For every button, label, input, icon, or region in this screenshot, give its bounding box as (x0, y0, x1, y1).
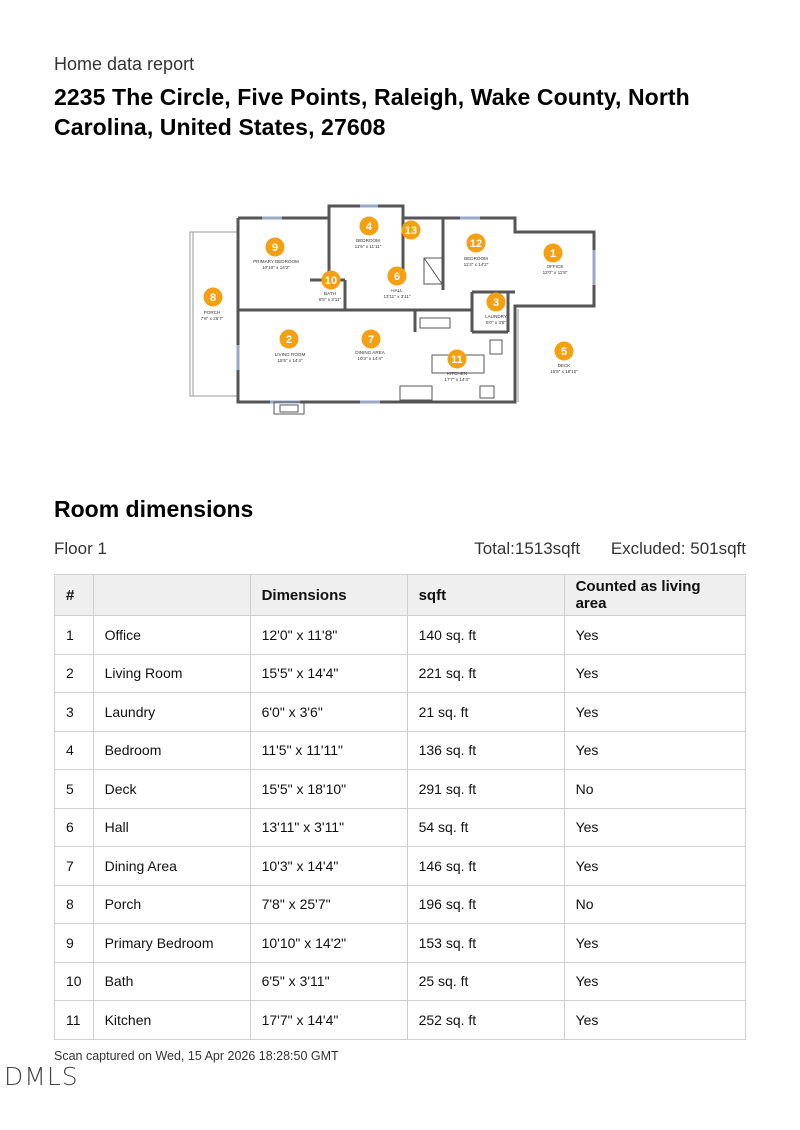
cell-room: Bath (93, 962, 250, 1001)
cell-room: Laundry (93, 693, 250, 732)
column-header-dimensions: Dimensions (250, 575, 407, 616)
svg-text:PRIMARY BEDROOM: PRIMARY BEDROOM (253, 259, 299, 264)
cell-number: 11 (55, 1001, 94, 1040)
svg-text:13: 13 (404, 225, 418, 237)
cell-room: Deck (93, 770, 250, 809)
cell-sqft: 140 sq. ft (407, 616, 564, 655)
cell-room: Dining Area (93, 847, 250, 886)
room-marker-12[interactable] (467, 234, 486, 253)
room-marker-6[interactable] (388, 267, 407, 286)
dmls-logo: DMLS (4, 1062, 79, 1091)
table-row (55, 1001, 746, 1040)
cell-sqft: 291 sq. ft (407, 770, 564, 809)
cell-number: 2 (55, 654, 94, 693)
svg-text:11'5" x 11'11": 11'5" x 11'11" (354, 244, 382, 249)
cell-dimensions: 15'5" x 14'4" (250, 654, 407, 693)
cell-living-area: Yes (564, 924, 745, 963)
column-header-living-area: Counted as living area (564, 575, 745, 616)
svg-text:5: 5 (560, 346, 568, 358)
svg-text:PORCH: PORCH (203, 310, 221, 315)
room-marker-4[interactable] (360, 217, 379, 236)
scan-timestamp: Scan captured on Wed, 15 Apr 2026 18:28:50 GMT (54, 1049, 339, 1063)
cell-number: 7 (55, 847, 94, 886)
table-row (55, 654, 746, 693)
excluded-label: Excluded: (610, 539, 686, 558)
column-header-room (93, 575, 250, 616)
svg-text:BEDROOM: BEDROOM (464, 256, 488, 261)
cell-dimensions: 7'8" x 25'7" (250, 885, 407, 924)
room-marker-3[interactable] (487, 293, 506, 312)
svg-text:BATH: BATH (324, 291, 336, 296)
cell-sqft: 252 sq. ft (407, 1001, 564, 1040)
svg-text:10'10" x 14'2": 10'10" x 14'2" (262, 265, 290, 270)
room-marker-9[interactable] (266, 238, 285, 257)
cell-room: Kitchen (93, 1001, 250, 1040)
svg-text:4: 4 (365, 221, 373, 233)
room-marker-8[interactable] (204, 288, 223, 307)
cell-sqft: 136 sq. ft (407, 731, 564, 770)
cell-room: Hall (93, 808, 250, 847)
room-marker-7[interactable] (362, 330, 381, 349)
excluded-value: 501sqft (690, 539, 746, 558)
room-marker-10[interactable] (322, 271, 341, 290)
cell-sqft: 221 sq. ft (407, 654, 564, 693)
report-subtitle: Home data report (54, 54, 195, 74)
table-row (55, 885, 746, 924)
room-marker-1[interactable] (544, 244, 563, 263)
section-title: Room dimensions (54, 496, 254, 522)
cell-living-area: Yes (564, 731, 745, 770)
cell-living-area: No (564, 885, 745, 924)
svg-text:11'2" x 14'2": 11'2" x 14'2" (463, 262, 489, 267)
cell-number: 6 (55, 808, 94, 847)
cell-living-area: Yes (564, 616, 745, 655)
cell-living-area: Yes (564, 847, 745, 886)
svg-text:DECK: DECK (557, 363, 571, 368)
svg-text:6'5" x 3'11": 6'5" x 3'11" (318, 297, 342, 302)
cell-dimensions: 10'10" x 14'2" (250, 924, 407, 963)
svg-text:6: 6 (393, 271, 401, 283)
room-marker-13[interactable] (402, 221, 421, 240)
cell-sqft: 54 sq. ft (407, 808, 564, 847)
cell-living-area: Yes (564, 654, 745, 693)
table-row (55, 731, 746, 770)
cell-dimensions: 13'11" x 3'11" (250, 808, 407, 847)
svg-text:13'11" x 3'11": 13'11" x 3'11" (383, 294, 411, 299)
area-totals (474, 539, 746, 559)
total-label: Total: (474, 539, 515, 558)
cell-living-area: Yes (564, 962, 745, 1001)
svg-text:12: 12 (469, 238, 483, 250)
svg-text:15'5" x 18'10": 15'5" x 18'10" (550, 369, 578, 374)
cell-sqft: 153 sq. ft (407, 924, 564, 963)
table-row (55, 924, 746, 963)
svg-text:2: 2 (285, 334, 293, 346)
cell-dimensions: 17'7" x 14'4" (250, 1001, 407, 1040)
cell-dimensions: 6'0" x 3'6" (250, 693, 407, 732)
room-dimensions-table (54, 574, 746, 1040)
cell-dimensions: 15'5" x 18'10" (250, 770, 407, 809)
svg-text:HALL: HALL (391, 288, 403, 293)
cell-room: Primary Bedroom (93, 924, 250, 963)
cell-number: 10 (55, 962, 94, 1001)
cell-number: 1 (55, 616, 94, 655)
cell-room: Office (93, 616, 250, 655)
svg-text:BEDROOM: BEDROOM (356, 238, 380, 243)
cell-living-area: No (564, 770, 745, 809)
total-value: 1513sqft (514, 539, 581, 558)
svg-text:7'8" x 25'7": 7'8" x 25'7" (200, 316, 224, 321)
svg-text:15'5" x 14'4": 15'5" x 14'4" (277, 358, 303, 363)
cell-room: Porch (93, 885, 250, 924)
cell-number: 4 (55, 731, 94, 770)
room-marker-2[interactable] (280, 330, 299, 349)
fixtures (274, 258, 502, 414)
cell-sqft: 196 sq. ft (407, 885, 564, 924)
svg-text:3: 3 (492, 297, 500, 309)
svg-text:17'7" x 14'4": 17'7" x 14'4" (444, 377, 470, 382)
cell-dimensions: 10'3" x 14'4" (250, 847, 407, 886)
cell-living-area: Yes (564, 693, 745, 732)
cell-sqft: 146 sq. ft (407, 847, 564, 886)
room-marker-11[interactable] (448, 350, 467, 369)
svg-text:LIVING ROOM: LIVING ROOM (274, 352, 306, 357)
svg-text:7: 7 (367, 334, 375, 346)
svg-text:11: 11 (451, 354, 463, 366)
svg-text:10'3" x 14'4": 10'3" x 14'4" (357, 356, 383, 361)
svg-text:12'0" x 11'8": 12'0" x 11'8" (542, 270, 568, 275)
table-row (55, 770, 746, 809)
cell-number: 3 (55, 693, 94, 732)
svg-text:OFFICE: OFFICE (546, 264, 564, 269)
svg-text:8: 8 (209, 292, 217, 304)
svg-text:6'0" x 3'6": 6'0" x 3'6" (485, 320, 507, 325)
cell-living-area: Yes (564, 808, 745, 847)
cell-room: Bedroom (93, 731, 250, 770)
table-row (55, 693, 746, 732)
svg-text:1: 1 (549, 248, 557, 260)
table-header-row (55, 575, 746, 616)
svg-text:DINING AREA: DINING AREA (355, 350, 385, 355)
cell-dimensions: 6'5" x 3'11" (250, 962, 407, 1001)
cell-living-area: Yes (564, 1001, 745, 1040)
cell-room: Living Room (93, 654, 250, 693)
cell-dimensions: 11'5" x 11'11" (250, 731, 407, 770)
cell-number: 9 (55, 924, 94, 963)
table-row (55, 962, 746, 1001)
cell-number: 8 (55, 885, 94, 924)
cell-number: 5 (55, 770, 94, 809)
property-address: 2235 The Circle, Five Points, Raleigh, Wake County, North Carolina, United States, 27608 (54, 84, 690, 140)
table-row (55, 847, 746, 886)
floor-label: Floor 1 (54, 539, 107, 558)
svg-text:KITCHEN: KITCHEN (446, 371, 468, 376)
cell-sqft: 25 sq. ft (407, 962, 564, 1001)
table-row (55, 808, 746, 847)
svg-text:10: 10 (324, 275, 338, 287)
column-header-sqft: sqft (407, 575, 564, 616)
table-row (55, 616, 746, 655)
room-marker-5[interactable] (555, 342, 574, 361)
column-header-number: # (55, 575, 94, 616)
svg-text:LAUNDRY: LAUNDRY (485, 314, 507, 319)
svg-text:9: 9 (271, 242, 279, 254)
cell-sqft: 21 sq. ft (407, 693, 564, 732)
floor-plan (180, 195, 610, 425)
cell-dimensions: 12'0" x 11'8" (250, 616, 407, 655)
